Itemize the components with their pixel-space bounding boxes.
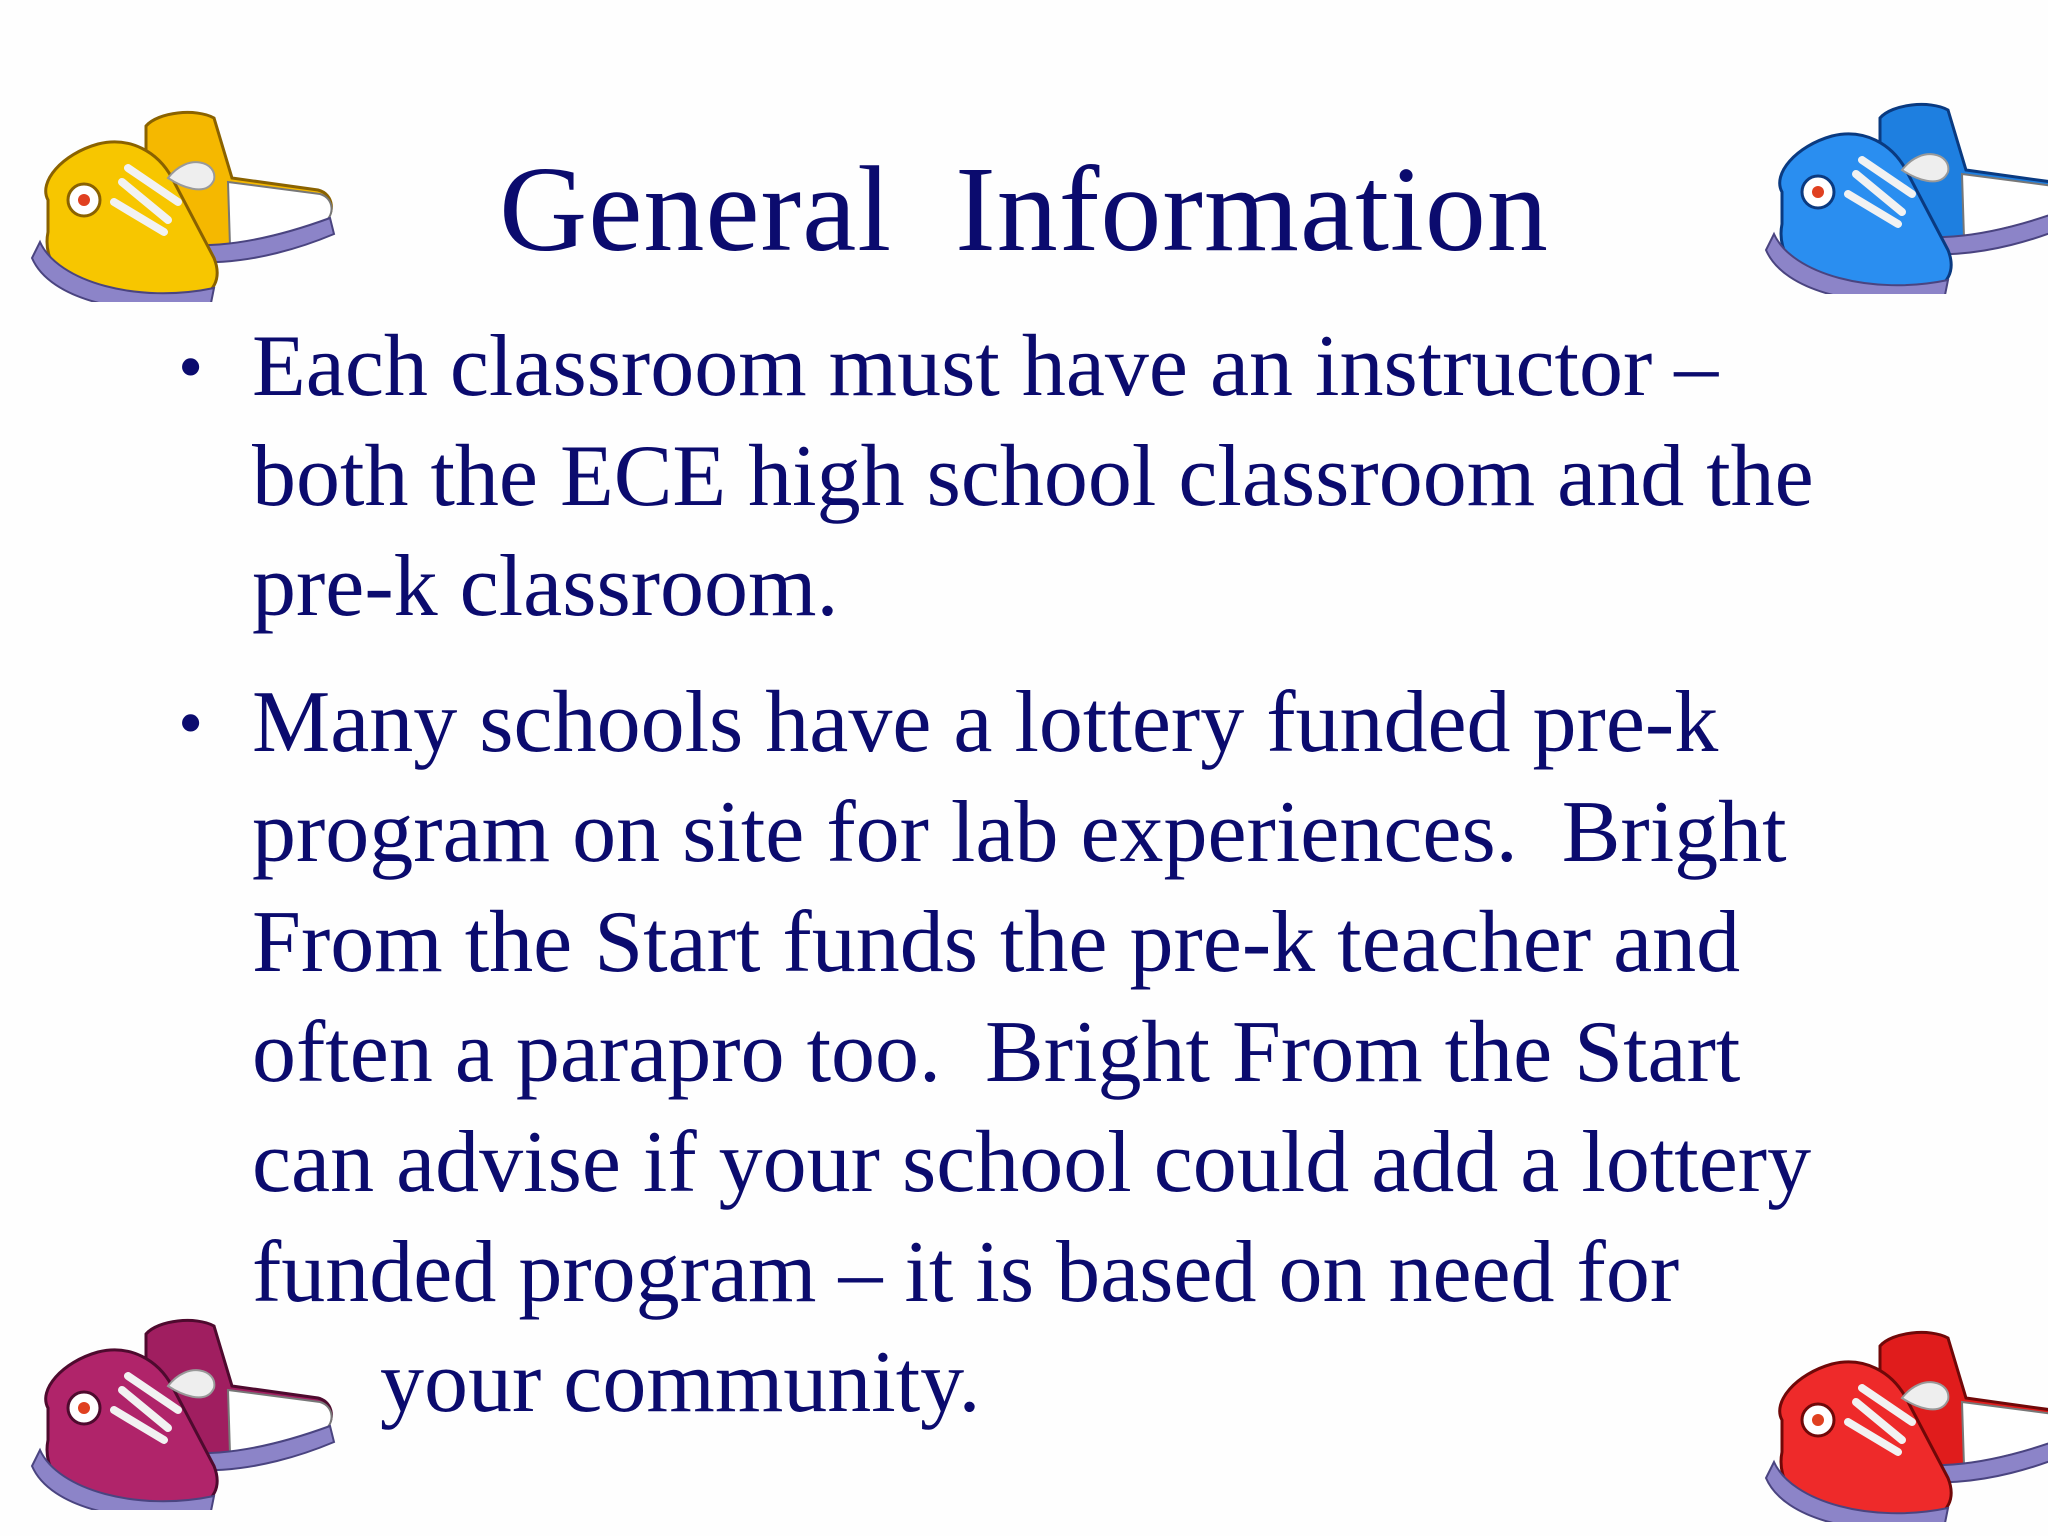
bullet-marker: • — [178, 683, 204, 763]
bullet-line: program on site for lab experiences. Bright — [252, 784, 1787, 881]
bullet-line: From the Start funds the pre-k teacher and — [252, 894, 1741, 991]
bullet-list — [170, 312, 1890, 1438]
bullet-line: your community. — [380, 1334, 981, 1431]
bullet-line: often a parapro too. Bright From the Start — [252, 1004, 1741, 1101]
bullet-marker: • — [178, 327, 204, 407]
bullet-item — [170, 668, 1890, 1438]
bullet-line: funded program – it is based on need for — [252, 1224, 1680, 1321]
bullet-line: Many schools have a lottery funded pre-k — [252, 674, 1719, 771]
bullet-line: Each classroom must have an instructor – — [252, 318, 1719, 415]
slide-title: General Information — [499, 142, 1549, 277]
bullet-line: both the ECE high school classroom and the — [252, 428, 1814, 525]
bullet-line: can advise if your school could add a lottery — [252, 1114, 1812, 1211]
bullet-item — [170, 312, 1890, 642]
bullet-line: pre-k classroom. — [252, 538, 839, 635]
